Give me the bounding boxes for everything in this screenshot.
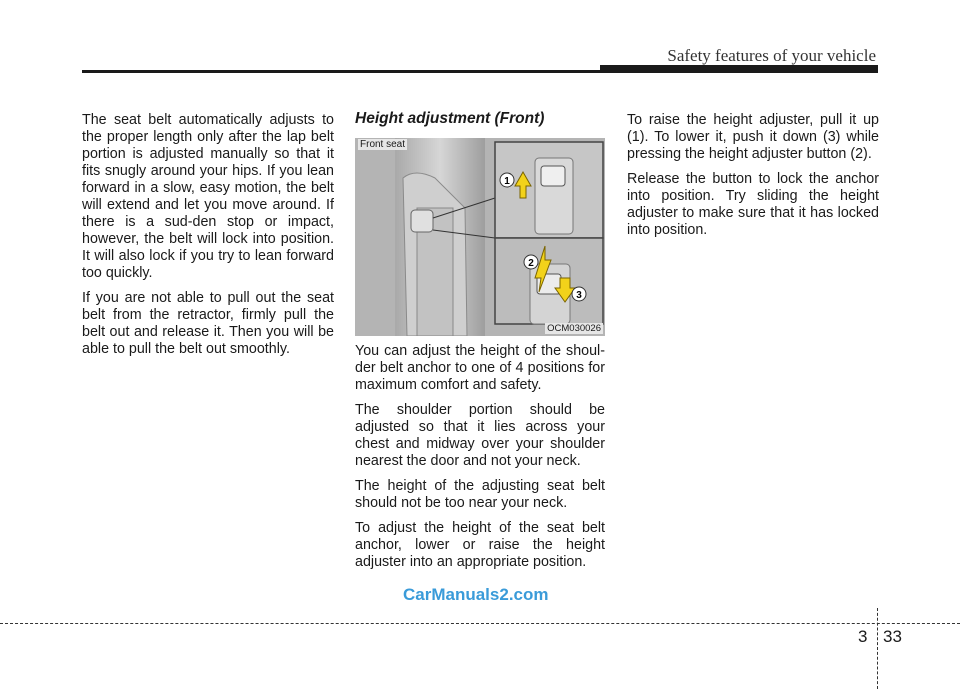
header-accent-bar [600,65,878,70]
subheading: Height adjustment (Front) [355,110,545,127]
figure-illustration [355,138,605,336]
paragraph: You can adjust the height of the shoul-der belt anchor to one of 4 positions for maximum comfort and safety. [355,343,605,393]
left-column [82,112,334,366]
watermark-link[interactable]: CarManuals2.com [403,585,549,604]
chapter-number: 3 [858,627,868,646]
header-rule [82,70,878,73]
figure-height-adjuster [355,138,605,336]
figure-label: Front seat [360,139,406,150]
footer-divider [877,608,878,689]
paragraph: The shoulder portion should be adjusted so that it lies across your chest and midway over your shoulder nearest the door and not your neck. [355,402,605,469]
paragraph: Release the button to lock the anchor into position. Try sliding the height adjuster to make sure that it has locked into position. [627,171,879,238]
right-column [627,112,879,247]
paragraph: To raise the height adjuster, pull it up (1). To lower it, push it down (3) while pressing the height adjuster button (2). [627,112,879,162]
svg-text:3: 3 [576,290,582,301]
middle-column-text [355,343,605,579]
paragraph: If you are not able to pull out the seat belt from the retractor, firmly pull the belt out and release it. Then you will be able to pull the belt out smoothly. [82,290,334,357]
page-number: 33 [883,627,902,646]
paragraph: To adjust the height of the seat belt anchor, lower or raise the height adjuster into an appropriate position. [355,520,605,570]
footer-rule [0,623,960,624]
paragraph: The height of the adjusting seat belt should not be too near your neck. [355,478,605,511]
svg-text:2: 2 [528,258,534,269]
svg-text:1: 1 [504,176,510,187]
paragraph: The seat belt automatically adjusts to the proper length only after the lap belt portion is adjusted manually so that it fits snugly around your hips. If you lean forward in a slow, easy motion, the belt will extend and let you move around. If there is a sud-den stop or impact, however, the belt will lock into position. It will also lock if you try to lean forward too quickly. [82,112,334,281]
figure-code: OCM030026 [547,323,601,334]
section-title: Safety features of your vehicle [667,46,876,65]
